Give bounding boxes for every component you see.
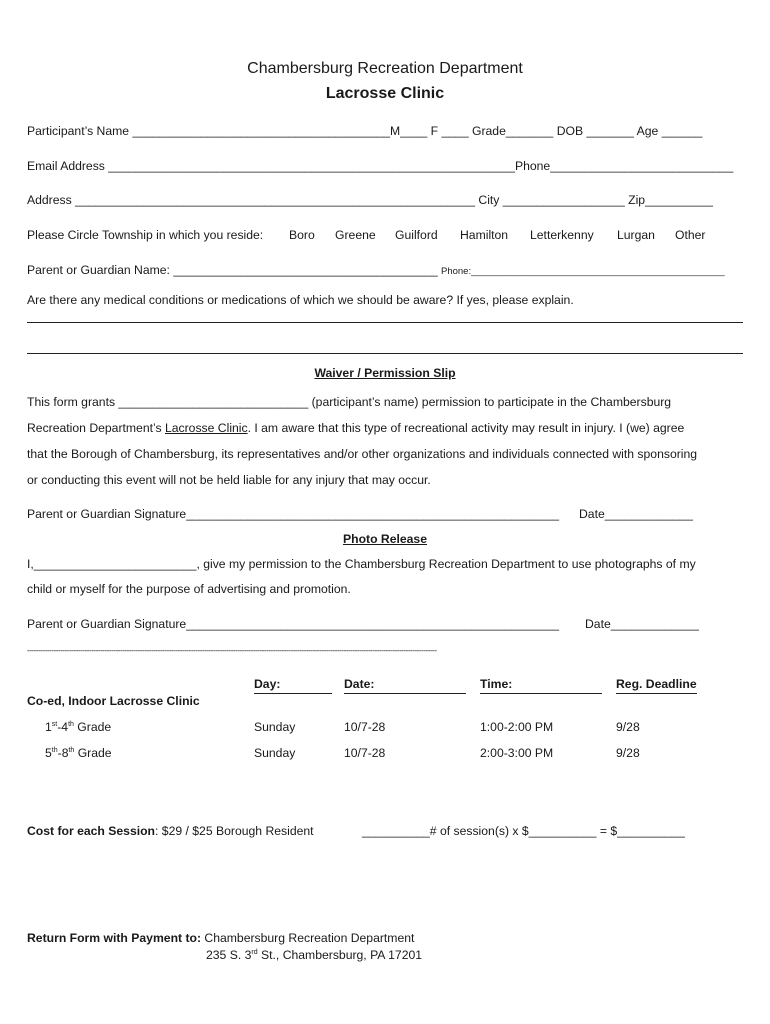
row-1-date: 10/7-28 xyxy=(344,720,386,734)
grade-2-end-suffix: th xyxy=(68,746,75,754)
medical-question: Are there any medical conditions or medications of which we should be aware? If yes, please explain. xyxy=(27,293,574,307)
photo-signature-line[interactable]: Parent or Guardian Signature_______________________________________________________ xyxy=(27,617,560,631)
address-line[interactable]: Address ___________________________________________________________ City __________________ Zip__________ xyxy=(27,193,713,207)
guardian-name-line[interactable]: Parent or Guardian Name: _______________________________________ xyxy=(27,263,438,277)
township-label: Please Circle Township in which you reside: xyxy=(27,228,264,242)
photo-date-line[interactable]: Date_____________ xyxy=(585,617,699,631)
waiver-line-1: This form grants ____________________________ (participant’s name) permission to participate in the Chambersburg xyxy=(27,395,672,409)
waiver-line-2-suffix: . I am aware that this type of recreational activity may result in injury. I (we) agree xyxy=(247,421,685,435)
header-time: Time: xyxy=(480,677,602,694)
township-hamilton[interactable]: Hamilton xyxy=(460,228,509,242)
grade-1-end: 4 xyxy=(61,720,69,734)
program-name: Co-ed, Indoor Lacrosse Clinic xyxy=(27,694,200,708)
grade-2-start-suffix: th xyxy=(51,746,58,754)
grade-2-start: 5 xyxy=(45,746,52,760)
grade-range-2 xyxy=(45,746,112,761)
return-street-suffix: St., Chambersburg, PA 17201 xyxy=(257,948,423,962)
row-2-time: 2:00-3:00 PM xyxy=(480,746,554,760)
return-label: Return Form with Payment to: xyxy=(27,931,205,945)
page-title: Chambersburg Recreation Department xyxy=(247,60,523,77)
township-greene[interactable]: Greene xyxy=(335,228,376,242)
grade-1-start-suffix: st xyxy=(51,720,58,728)
grade-2-label: Grade xyxy=(74,746,112,760)
grade-1-end-suffix: th xyxy=(68,720,74,728)
waiver-signature-line[interactable]: Parent or Guardian Signature_______________________________________________________ xyxy=(27,507,560,521)
page-subtitle: Lacrosse Clinic xyxy=(325,85,445,102)
grade-1-label: Grade xyxy=(73,720,112,734)
waiver-line-2 xyxy=(27,421,684,436)
return-address-2 xyxy=(206,948,422,963)
row-2-day: Sunday xyxy=(254,746,296,760)
cost-value: : $29 / $25 Borough Resident xyxy=(155,824,314,838)
township-lurgan[interactable]: Lurgan xyxy=(617,228,655,242)
grade-2-end: 8 xyxy=(61,746,69,760)
header-deadline: Reg. Deadline xyxy=(616,677,697,694)
grade-2-sep: - xyxy=(57,746,62,760)
header-date: Date: xyxy=(344,677,466,694)
medical-answer-line-1[interactable] xyxy=(27,322,743,323)
participant-line[interactable]: Participant’s Name ______________________________________M____ F ____ Grade_______ DOB _______ Age ______ xyxy=(27,124,703,138)
photo-line-2: child or myself for the purpose of advertising and promotion. xyxy=(27,582,351,596)
guardian-phone-line[interactable]: Phone:________________________________________________ xyxy=(441,266,725,277)
medical-answer-line-2[interactable] xyxy=(27,353,743,354)
waiver-line-2-prefix: Recreation Department’s xyxy=(27,421,165,435)
row-1-deadline: 9/28 xyxy=(616,720,640,734)
cost-label: Cost for each Session xyxy=(27,824,156,838)
return-street-sup: rd xyxy=(251,948,258,956)
row-1-time: 1:00-2:00 PM xyxy=(480,720,554,734)
township-letterkenny[interactable]: Letterkenny xyxy=(530,228,594,242)
waiver-clinic-link: Lacrosse Clinic xyxy=(164,421,248,435)
photo-line-1[interactable]: I,________________________, give my permission to the Chambersburg Recreation Department to use photographs of my xyxy=(27,557,696,571)
email-line[interactable]: Email Address ____________________________________________________________Phone___________________________ xyxy=(27,159,734,173)
grade-1-start: 1 xyxy=(45,720,52,734)
cost-line xyxy=(27,824,314,839)
grade-range-1 xyxy=(45,720,111,735)
waiver-date-line[interactable]: Date_____________ xyxy=(579,507,693,521)
row-1-day: Sunday xyxy=(254,720,296,734)
waiver-line-4: or conducting this event will not be held liable for any injury that may occur. xyxy=(27,473,431,487)
photo-heading: Photo Release xyxy=(343,532,427,546)
row-2-date: 10/7-28 xyxy=(344,746,386,760)
township-guilford[interactable]: Guilford xyxy=(395,228,438,242)
township-boro[interactable]: Boro xyxy=(289,228,315,242)
grade-1-sep: - xyxy=(57,720,62,734)
cost-calculation[interactable]: __________# of session(s) x $__________ = $__________ xyxy=(362,824,685,838)
township-other[interactable]: Other xyxy=(675,228,706,242)
return-street-prefix: 235 S. 3 xyxy=(206,948,252,962)
waiver-heading: Waiver / Permission Slip xyxy=(314,366,456,380)
cut-line: ----------------------------------------------------------------------------------------------------------------------------------------------------------------------------------------- xyxy=(27,646,437,655)
waiver-line-3: that the Borough of Chambersburg, its representatives and/or other organizations and individuals connected with sponsoring xyxy=(27,447,698,461)
return-line xyxy=(27,931,414,946)
row-2-deadline: 9/28 xyxy=(616,746,640,760)
return-address-1: Chambersburg Recreation Department xyxy=(204,931,415,945)
header-day: Day: xyxy=(254,677,332,694)
